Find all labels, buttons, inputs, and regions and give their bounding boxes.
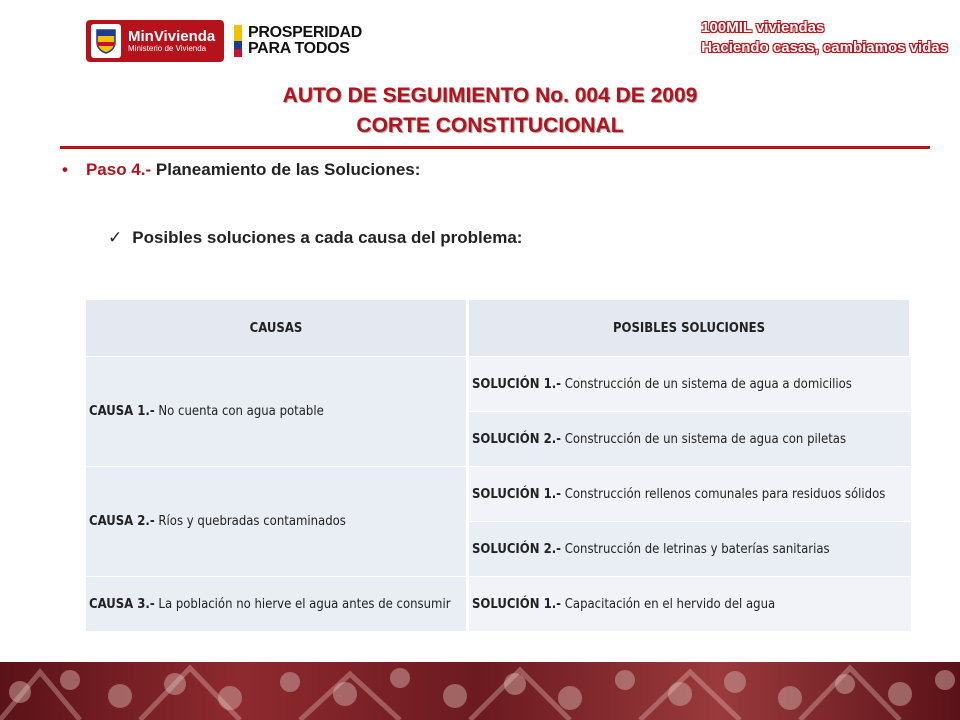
- slogan: [701, 18, 948, 58]
- paso-label: Paso 4.-: [85, 160, 152, 179]
- solution-label: SOLUCIÓN 1.-: [472, 376, 562, 392]
- cause-label: CAUSA 1.-: [89, 404, 155, 419]
- paso-text: Planeamiento de las Soluciones:: [151, 160, 421, 179]
- solution-text: Construcción de letrinas y baterías sanitarias: [561, 541, 830, 557]
- solution-text: Construcción de un sistema de agua a domicilios: [561, 376, 852, 392]
- page-subtitle: CORTE CONSTITUCIONAL: [356, 114, 624, 137]
- solution-label: SOLUCIÓN 2.-: [472, 541, 562, 557]
- cause-text: La población no hierve el agua antes de consumir: [154, 596, 451, 612]
- header-causas: CAUSAS: [86, 300, 468, 357]
- solution-cell: [468, 412, 911, 467]
- page-title: AUTO DE SEGUIMIENTO No. 004 DE 2009: [282, 84, 698, 107]
- prosperidad-logo: [234, 24, 362, 58]
- paso-heading: [62, 160, 420, 180]
- crowd-photo-banner: [0, 662, 960, 720]
- cause-cell: [86, 467, 468, 577]
- solution-cell: [468, 357, 911, 412]
- solution-text: Construcción de un sistema de agua con piletas: [561, 431, 847, 447]
- subitem-text: Posibles soluciones a cada causa del problema:: [132, 228, 523, 247]
- cause-text: Ríos y quebradas contaminados: [154, 514, 346, 529]
- prosperidad-line1: PROSPERIDAD: [248, 24, 363, 41]
- colombia-flag-icon: [234, 25, 242, 57]
- slogan-line2: Haciendo casas, cambiamos vidas: [701, 39, 948, 56]
- table-row: [86, 357, 911, 412]
- title-divider: [60, 146, 930, 149]
- minvivienda-name: MinVivienda: [128, 27, 216, 45]
- minvivienda-logo: [86, 20, 224, 62]
- cause-label: CAUSA 2.-: [89, 514, 155, 529]
- cause-label: CAUSA 3.-: [89, 596, 155, 612]
- cause-cell: [86, 577, 468, 632]
- solution-label: SOLUCIÓN 1.-: [472, 486, 562, 502]
- table-row: [86, 467, 911, 522]
- table-header-row: [86, 300, 911, 357]
- cause-cell: [86, 357, 468, 467]
- prosperidad-line2: PARA TODOS: [248, 40, 350, 57]
- subitem-heading: [108, 228, 522, 248]
- cause-text: No cuenta con agua potable: [154, 404, 324, 419]
- solution-label: SOLUCIÓN 1.-: [472, 596, 562, 612]
- table-row: [86, 577, 911, 632]
- solution-label: SOLUCIÓN 2.-: [472, 431, 562, 447]
- solutions-table: [86, 300, 912, 631]
- solution-cell: [468, 522, 911, 577]
- solution-cell: [468, 577, 911, 632]
- solution-cell: [468, 467, 911, 522]
- bullet-icon: •: [62, 160, 68, 179]
- slogan-line1: 100MIL viviendas: [701, 19, 825, 36]
- header-soluciones: POSIBLES SOLUCIONES: [468, 300, 911, 357]
- solution-text: Capacitación en el hervido del agua: [561, 596, 776, 612]
- colombia-shield-icon: [91, 24, 121, 58]
- solution-text: Construcción rellenos comunales para residuos sólidos: [561, 486, 886, 502]
- check-icon: ✓: [108, 228, 123, 247]
- minvivienda-sub: Ministerio de Vivienda: [128, 43, 207, 53]
